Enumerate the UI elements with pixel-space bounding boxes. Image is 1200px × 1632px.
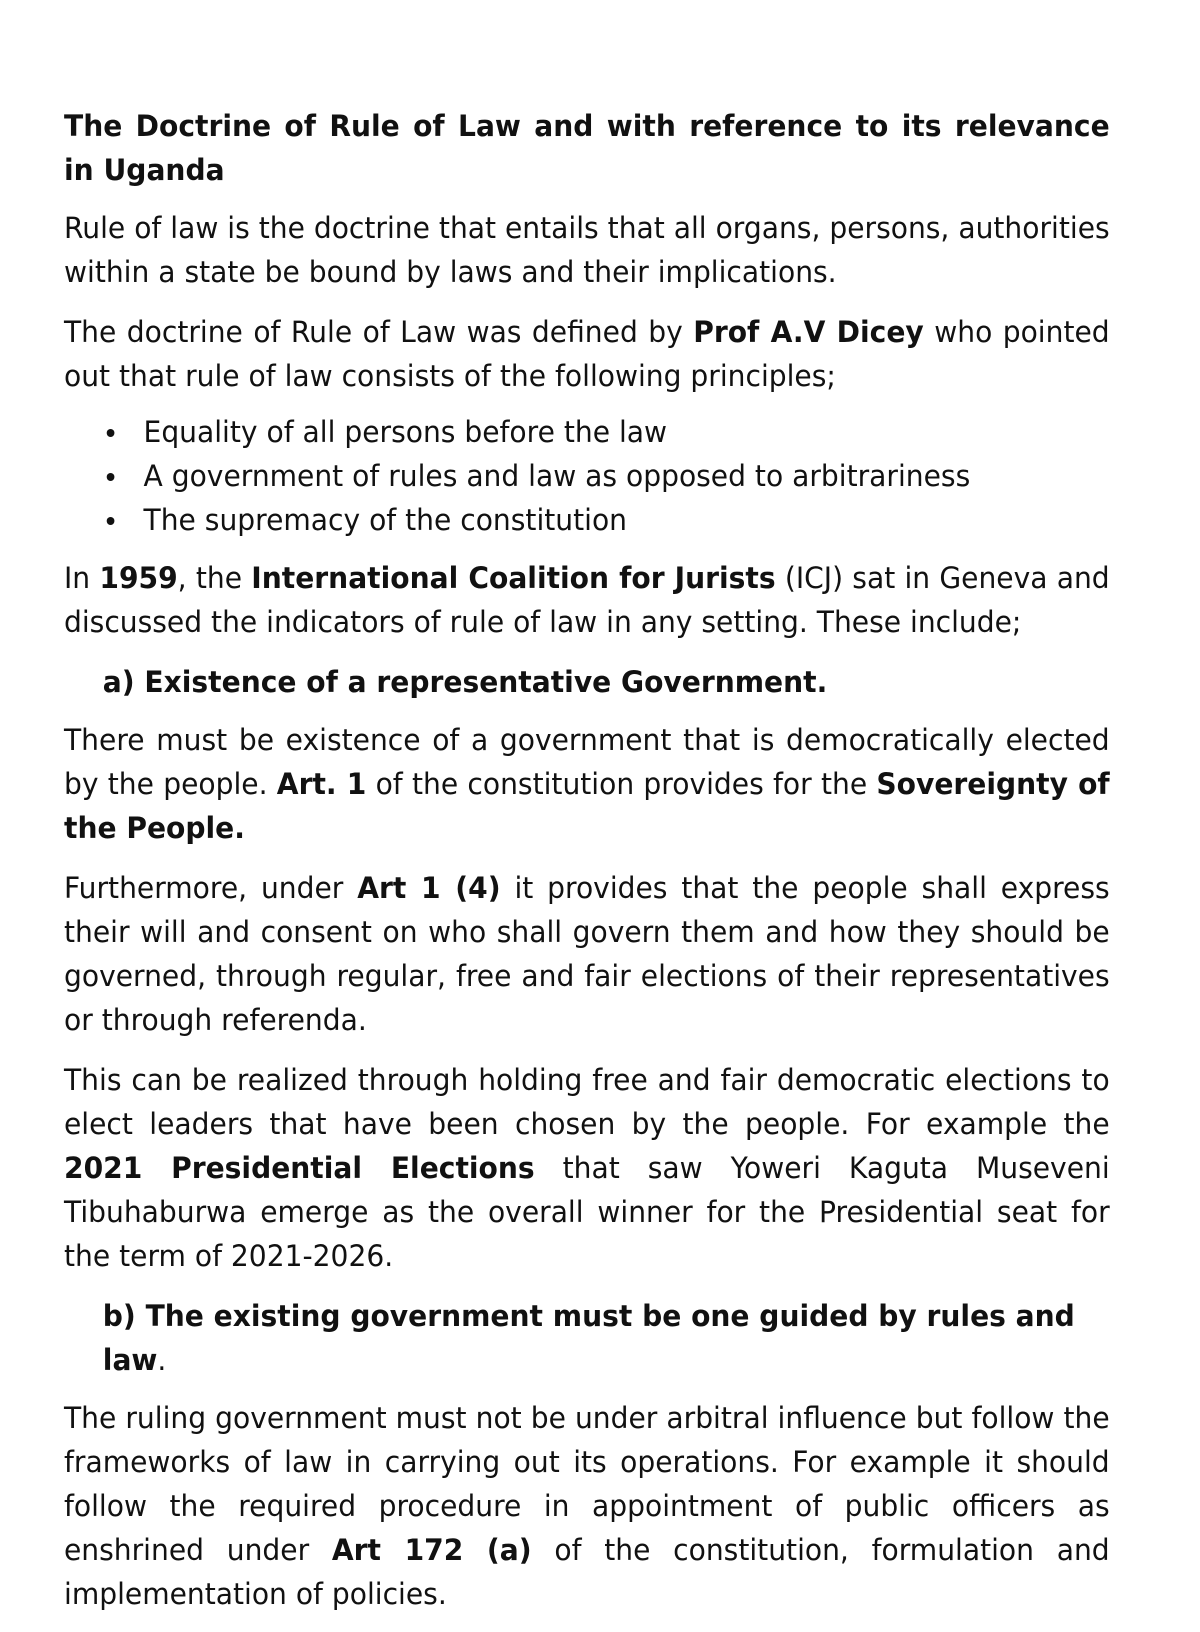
text-run: , the [177,561,252,595]
document-page [64,104,1110,1632]
text-run: that saw Yoweri Kaguta Museveni Tibuhaburwa emerge as the overall winner for the Presidential seat for the term of 2021-2026. [64,1151,1110,1273]
bold-run-art1-4: Art 1 (4) [357,871,501,905]
paragraph-representative [64,718,1110,850]
paragraph-art1-4 [64,866,1110,1042]
text-run: who pointed out that rule of law consists of the following principles; [64,315,1110,393]
document-title: The Doctrine of Rule of Law and with reference to its relevance in Uganda [64,109,1110,187]
text-run: (ICJ) sat in Geneva and discussed the indicators of rule of law in any setting. These include; [64,561,1110,639]
paragraph-icj [64,556,1110,644]
paragraph-dicey [64,310,1110,398]
heading-b-text: b) The existing government must be one guided by rules and law [102,1299,1075,1377]
heading-a: a) Existence of a representative Government. [102,665,828,699]
paragraph-rules-law [64,1396,1110,1616]
text-run: This can be realized through holding free and fair democratic elections to elect leaders that have been chosen by the people. For example the [64,1063,1110,1141]
text-run: of the constitution, formulation and implementation of policies. [64,1533,1110,1611]
bold-run-art1: Art. 1 [276,767,367,801]
bold-run-sovereignty: Sovereignty of the People. [64,767,1110,845]
bold-run-art172: Art 172 (a) [331,1533,532,1567]
principles-list [64,410,1110,542]
text-run: The ruling government must not be under arbitral influence but follow the frameworks of law in carrying out its operations. For example it should follow the required procedure in appointment of public officers as enshrined under [64,1401,1110,1567]
paragraph-definition: Rule of law is the doctrine that entails that all organs, persons, authorities within a state be bound by laws and their implications. [64,211,1110,289]
list-item: A government of rules and law as opposed to arbitrariness [64,454,1110,498]
text-run: In [64,561,100,595]
heading-b [64,1294,1110,1382]
text-run: The doctrine of Rule of Law was defined by [64,315,694,349]
bold-run-year: 1959 [99,561,178,595]
text-run: Furthermore, under [64,871,358,905]
bold-run-icj: International Coalition for Jurists [251,561,776,595]
text-run: There must be existence of a government that is democratically elected by the people. [64,723,1110,801]
text-run: it provides that the people shall express their will and consent on who shall govern them and how they should be governed, through regular, free and fair elections of their representatives or through referenda. [64,871,1110,1037]
bold-run-2021-elections: 2021 Presidential Elections [64,1151,535,1185]
heading-b-period: . [157,1343,167,1377]
list-item: Equality of all persons before the law [64,410,1110,454]
text-run: of the constitution provides for the [366,767,877,801]
bold-run-dicey: Prof A.V Dicey [693,315,924,349]
list-item: The supremacy of the constitution [64,498,1110,542]
paragraph-elections [64,1058,1110,1278]
